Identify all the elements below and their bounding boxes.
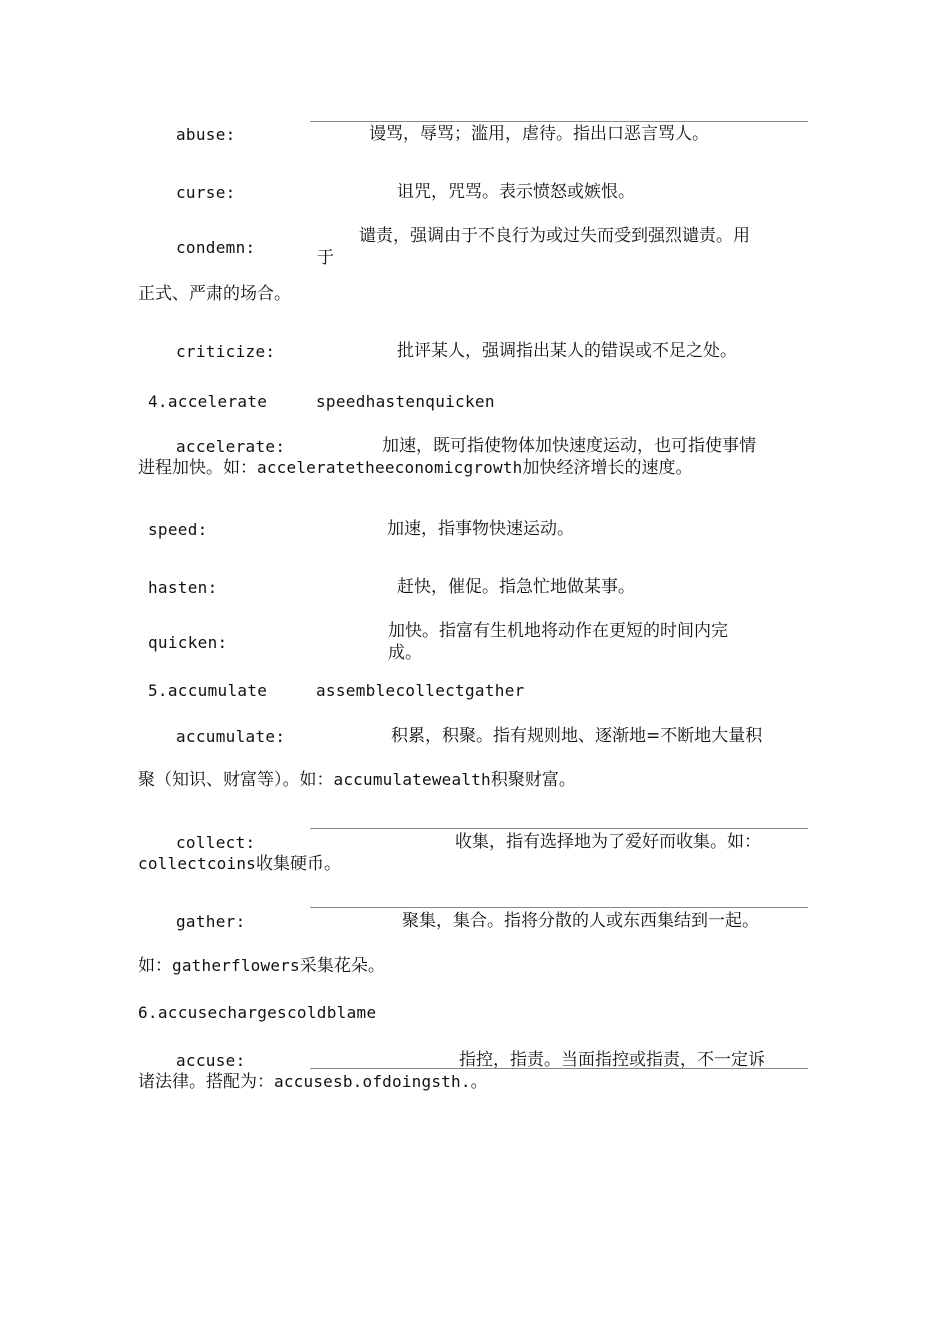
definition-accuse-prefix: 诸法律。搭配为： <box>138 1072 274 1092</box>
term-quicken: quicken: <box>148 633 228 652</box>
example-collect: collectcoins <box>138 854 256 873</box>
term-abuse: abuse: <box>176 125 236 144</box>
definition-quicken-line2: 成。 <box>388 643 422 663</box>
definition-accuse-line2 <box>138 1071 488 1093</box>
definition-speed: 加速，指事物快速运动。 <box>387 519 574 539</box>
term-accumulate: accumulate: <box>176 727 286 746</box>
definition-gather-prefix: 如： <box>138 956 172 976</box>
definition-accelerate-line2 <box>138 457 693 479</box>
term-accelerate: accelerate: <box>176 437 286 456</box>
definition-accumulate-line2 <box>138 769 576 791</box>
definition-accumulate-prefix: 聚（知识、财富等）。如： <box>138 770 334 790</box>
term-curse: curse: <box>176 183 236 202</box>
example-accumulate-gloss: 积聚财富。 <box>490 770 576 790</box>
underline-rule <box>310 121 808 122</box>
definition-accelerate-line1: 加速，既可指使物体加快速度运动，也可指使事情 <box>382 436 756 456</box>
definition-collect-line2 <box>138 853 341 875</box>
section-synonyms-4: speedhastenquicken <box>316 392 495 411</box>
definition-accumulate-line1: 积累，积聚。指有规则地、逐渐地=不断地大量积 <box>391 726 763 746</box>
term-collect: collect: <box>176 833 256 852</box>
example-accelerate: acceleratetheeconomicgrowth <box>257 458 523 477</box>
definition-condemn-line2: 正式、严肃的场合。 <box>138 284 291 304</box>
example-gather-gloss: 采集花朵。 <box>299 956 385 976</box>
example-collect-gloss: 收集硬币。 <box>256 854 341 874</box>
example-accumulate: accumulatewealth <box>333 770 491 789</box>
example-accuse: accusesb.ofdoingsth. <box>274 1072 471 1091</box>
example-gather: gatherflowers <box>172 956 300 975</box>
definition-condemn-line1: 谴责，强调由于不良行为或过失而受到强烈谴责。用 <box>359 226 750 246</box>
term-speed: speed: <box>148 520 208 539</box>
term-condemn: condemn: <box>176 238 256 257</box>
term-hasten: hasten: <box>148 578 218 597</box>
underline-rule <box>310 907 808 908</box>
definition-curse: 诅咒，咒骂。表示愤怒或嫉恨。 <box>397 182 635 202</box>
definition-accelerate-prefix: 进程加快。如： <box>138 458 257 478</box>
definition-criticize: 批评某人，强调指出某人的错误或不足之处。 <box>397 341 737 361</box>
term-accuse: accuse: <box>176 1051 246 1070</box>
definition-gather-line1: 聚集，集合。指将分散的人或东西集结到一起。 <box>402 911 759 931</box>
definition-gather-line2 <box>138 955 385 977</box>
underline-rule <box>310 1068 808 1069</box>
term-gather: gather: <box>176 912 246 931</box>
definition-abuse: 谩骂，辱骂；滥用，虐待。指出口恶言骂人。 <box>369 124 709 144</box>
underline-rule <box>310 828 808 829</box>
definition-quicken-line1: 加快。指富有生机地将动作在更短的时间内完 <box>388 621 728 641</box>
section-heading-4: 4.accelerate <box>148 392 268 411</box>
term-criticize: criticize: <box>176 342 276 361</box>
definition-collect-line1: 收集，指有选择地为了爱好而收集。如： <box>455 832 761 852</box>
definition-condemn-line1-wrap: 于 <box>317 248 334 268</box>
definition-accuse-line1: 指控，指责。当面指控或指责，不一定诉 <box>459 1050 765 1070</box>
example-accelerate-gloss: 加快经济增长的速度。 <box>522 458 693 478</box>
section-heading-6: 6.accusechargescoldblame <box>138 1003 377 1022</box>
section-heading-5: 5.accumulate <box>148 681 268 700</box>
section-synonyms-5: assemblecollectgather <box>316 681 525 700</box>
example-accuse-tail: 。 <box>470 1072 488 1092</box>
definition-hasten: 赶快，催促。指急忙地做某事。 <box>397 577 635 597</box>
